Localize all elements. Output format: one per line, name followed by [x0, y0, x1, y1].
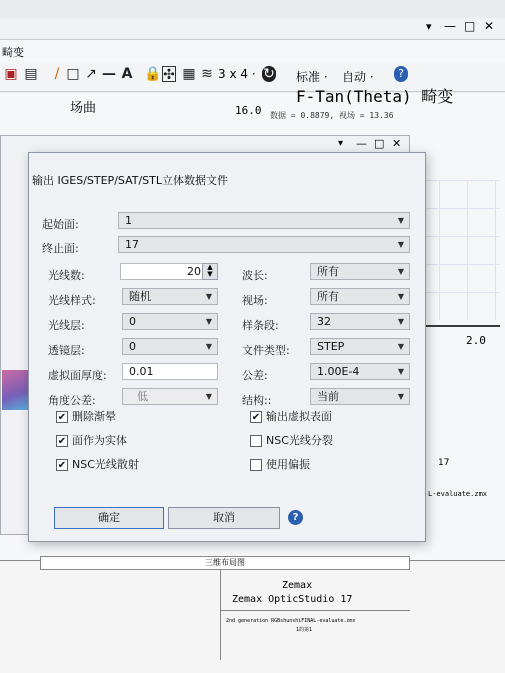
stop-surface-value: 17 — [125, 238, 139, 251]
angle-tolerance-select — [122, 388, 218, 405]
ray-pattern-value: 随机 — [129, 290, 151, 303]
ray-layer-value: 0 — [129, 315, 136, 328]
file-type-select[interactable] — [310, 338, 410, 355]
backwin-minimize-icon[interactable]: — — [356, 137, 367, 150]
export-dummy-label: 输出虚拟表面 — [266, 410, 332, 423]
wavelength-select[interactable] — [310, 263, 410, 280]
field-curvature-label: 场曲 — [70, 101, 97, 116]
tolerance-label: 公差: — [242, 369, 268, 382]
cursor-readout: 数据 = 0.8879, 视场 = 13.36 — [270, 111, 394, 120]
nsc-ray-split-label: NSC光线分裂 — [266, 434, 333, 447]
field-label: 视场: — [242, 294, 268, 307]
start-surface-select[interactable] — [118, 212, 410, 229]
rays-label: 光线数: — [48, 269, 85, 282]
tolerance-select[interactable] — [310, 363, 410, 380]
surfaces-as-solids-checkbox[interactable]: ✔ — [57, 436, 67, 447]
layers-icon[interactable]: ≋ — [201, 66, 213, 82]
distortion-top-value: 16.0 — [235, 104, 262, 117]
spline-segments-label: 样条段: — [242, 319, 279, 332]
ray-pattern-label: 光线样式: — [48, 294, 96, 307]
rays-spinner[interactable] — [202, 263, 218, 280]
refresh-icon[interactable]: ↻ — [263, 66, 275, 82]
minimize-icon[interactable]: — — [444, 19, 456, 33]
dummy-thickness-label: 虚拟面厚度: — [48, 369, 107, 382]
chevron-down-icon: ▼ — [397, 216, 404, 225]
chevron-down-icon: ▼ — [397, 317, 404, 326]
wavelength-value: 所有 — [317, 265, 339, 278]
title-block-cell — [220, 570, 410, 660]
close-icon[interactable]: ✕ — [484, 19, 495, 33]
lock-icon[interactable]: 🔒 — [144, 66, 162, 82]
tolerance-value: 1.00E-4 — [317, 365, 360, 378]
wavelength-label: 波长: — [242, 269, 268, 282]
layout-preview-rays — [2, 370, 28, 410]
ray-layer-select[interactable] — [122, 313, 218, 330]
spin-up-icon[interactable]: ▲ — [207, 263, 213, 271]
dummy-thickness-input[interactable] — [122, 363, 218, 380]
chevron-down-icon: ▼ — [397, 392, 404, 401]
spline-segments-value: 32 — [317, 315, 331, 328]
layout-dropdown[interactable]: 3 x 4 · — [218, 67, 256, 81]
spline-segments-select[interactable] — [310, 313, 410, 330]
backwin-maximize-icon[interactable]: □ — [374, 137, 385, 150]
stop-surface-label: 终止面: — [42, 242, 79, 255]
backwin-close-icon[interactable]: ✕ — [392, 137, 402, 150]
field-select[interactable] — [310, 288, 410, 305]
dialog-title: 输出 IGES/STEP/SAT/STL立体数据文件 — [32, 174, 229, 187]
pencil-icon[interactable]: / — [54, 66, 60, 82]
chevron-down-icon: ▼ — [205, 342, 212, 351]
lens-layer-value: 0 — [129, 340, 136, 353]
title-divider — [220, 610, 410, 611]
rays-input[interactable] — [120, 263, 208, 280]
dropdown-arrow-icon[interactable]: ▾ — [426, 20, 432, 33]
delete-vignetted-checkbox[interactable]: ✔ — [57, 412, 67, 423]
cancel-button[interactable]: 取消 — [168, 507, 280, 529]
use-polarization-checkbox[interactable] — [250, 459, 262, 471]
nsc-ray-split-checkbox[interactable] — [250, 435, 262, 447]
layout3d-header — [40, 556, 410, 570]
company-label: Zemax — [282, 580, 313, 591]
export-dummy-checkbox[interactable]: ✔ — [251, 412, 261, 423]
file-path-label: 2nd generation RGBshunshiFINAL-evaluate.zmx — [226, 618, 356, 624]
rectangle-icon[interactable]: □ — [66, 66, 80, 82]
dummy-thickness-value: 0.01 — [129, 365, 154, 378]
nsc-ray-scatter-checkbox[interactable]: ✔ — [57, 460, 67, 471]
line-icon[interactable]: — — [102, 66, 116, 82]
lens-layer-select[interactable] — [122, 338, 218, 355]
text-icon[interactable]: A — [121, 66, 133, 82]
angle-tolerance-value: 低 — [137, 390, 148, 403]
chevron-down-icon: ▼ — [397, 367, 404, 376]
ray-layer-label: 光线层: — [48, 319, 85, 332]
file-type-value: STEP — [317, 340, 345, 353]
config-value: 当前 — [317, 390, 339, 403]
nsc-ray-scatter-label: NSC光线散射 — [72, 458, 139, 471]
stop-surface-select[interactable] — [118, 236, 410, 253]
side-file-label: L-evaluate.zmx — [428, 490, 488, 498]
print-icon[interactable]: ▤ — [24, 66, 38, 82]
chevron-down-icon: ▼ — [397, 342, 404, 351]
x-axis-end-label: 2.0 — [466, 334, 486, 347]
delete-vignetted-label: 删除渐晕 — [72, 410, 116, 423]
auto-dropdown[interactable]: 自动 · — [342, 70, 374, 84]
ray-pattern-select[interactable] — [122, 288, 218, 305]
layout3d-label: 三维布局图 — [205, 558, 245, 567]
main-menu-bar — [0, 40, 505, 62]
main-title-bar — [0, 18, 505, 40]
chevron-down-icon: ▼ — [397, 267, 404, 276]
field-value: 所有 — [317, 290, 339, 303]
surfaces-as-solids-label: 面作为实体 — [72, 434, 127, 447]
menu-distortion[interactable]: 畸变 — [2, 46, 24, 59]
side-value-label: 17 — [438, 458, 450, 468]
chevron-down-icon: ▼ — [397, 240, 404, 249]
save-icon[interactable]: ▣ — [4, 66, 18, 82]
rays-value: 20 — [187, 265, 201, 278]
help-icon[interactable]: ? — [394, 66, 408, 82]
start-surface-label: 起始面: — [42, 218, 79, 231]
dialog-help-icon[interactable]: ? — [288, 510, 303, 525]
maximize-icon[interactable]: □ — [464, 19, 476, 33]
chevron-down-icon: ▼ — [205, 392, 212, 401]
config-select[interactable] — [310, 388, 410, 405]
use-polarization-label: 使用偏振 — [266, 458, 310, 471]
config-label: 1的第1 — [296, 627, 313, 633]
lens-layer-label: 透镜层: — [48, 344, 85, 357]
chevron-down-icon: ▼ — [205, 317, 212, 326]
arrow-icon[interactable]: ↗ — [85, 66, 97, 82]
distortion-title: F-Tan(Theta) 畸变 — [296, 87, 454, 106]
spin-down-icon[interactable]: ▼ — [207, 270, 213, 278]
ok-button[interactable]: 确定 — [54, 507, 164, 529]
chevron-down-icon: ▼ — [397, 292, 404, 301]
config-label: 结构:: — [242, 394, 272, 407]
file-type-label: 文件类型: — [242, 344, 290, 357]
angle-tolerance-label: 角度公差: — [48, 394, 96, 407]
chevron-down-icon: ▼ — [205, 292, 212, 301]
product-label: Zemax OpticStudio 17 — [232, 594, 353, 605]
copy-icon[interactable]: ▦ — [182, 66, 196, 82]
backwin-down-icon[interactable]: ▾ — [338, 138, 344, 149]
grid-icon[interactable]: ✣ — [163, 67, 175, 83]
standard-dropdown[interactable]: 标准 · — [296, 70, 328, 84]
start-surface-value: 1 — [125, 214, 132, 227]
